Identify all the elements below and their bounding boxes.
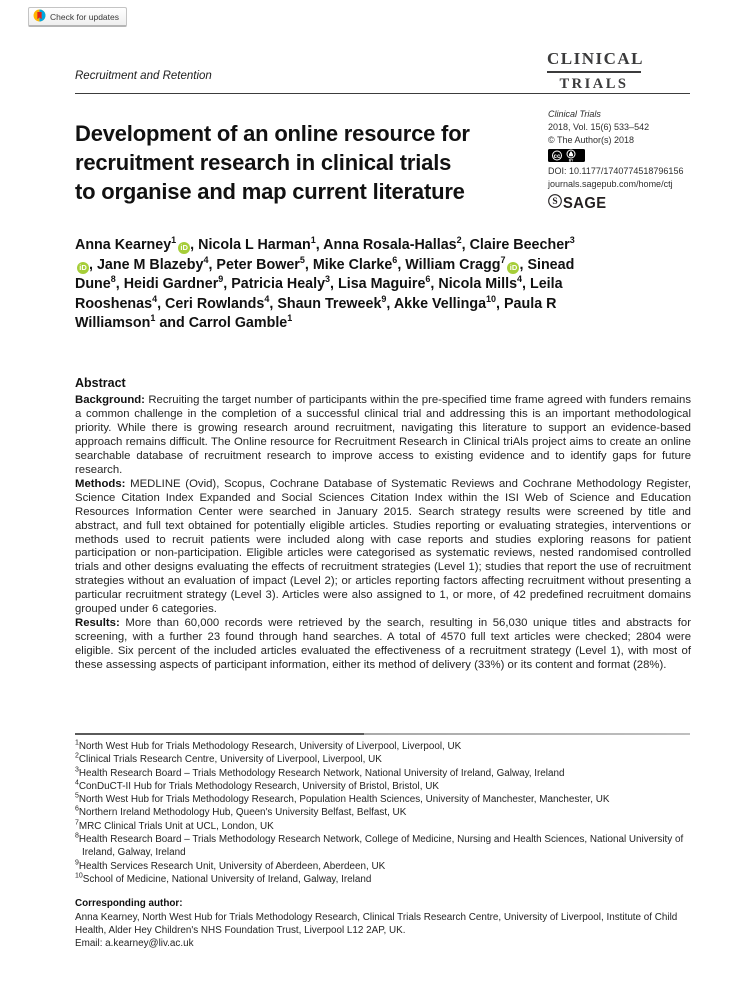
abstract-heading: Abstract [75, 376, 126, 390]
affiliation: $^5$North West Hub for Trials Methodology Research, Population Health Sciences, University of Manchester, Manchester, UK [75, 792, 610, 806]
author-name: Lisa Maguire [338, 276, 426, 292]
footnote-rule [75, 733, 690, 735]
journal-logo-line2: TRIALS [559, 76, 629, 92]
abstract-background-label: Background: [75, 394, 145, 406]
abstract-background [75, 394, 691, 478]
meta-homepage-url: journals.sagepub.com/home/ctj [548, 179, 673, 189]
author-name: Nicola Mills [438, 276, 518, 292]
author-name: Peter Bower [216, 256, 300, 273]
author [231, 276, 330, 292]
affiliation-number: 4 [75, 779, 79, 787]
author-name: Carrol Gamble [188, 315, 288, 331]
affiliation: $^6$Northern Ireland Methodology Hub, Queen's University Belfast, Belfast, UK [75, 806, 407, 819]
author-affiliation-number: 5 [299, 254, 305, 265]
affiliation-number: 1 [75, 739, 79, 747]
author [323, 237, 462, 253]
author-name: Leila Rooshenas [75, 276, 563, 312]
author-name: Paula R Williamson [75, 295, 557, 331]
abstract-results-text: More than 60,000 records were retrieved by the search, resulting in 56,030 unique titles and abstracts for screening, with a further 23 found through hand searches. A total of 4570 full text articles were checked; 2804 were eligible. Six percent of the included articles evaluated the effectiveness of a recruitment strategy (Level 1), with most of these assessing aspects of participant information, either its method of delivery (33%) or its content and format (28%). [75, 617, 691, 672]
author [312, 254, 398, 273]
affiliation: $^9$Health Services Research Unit, University of Aberdeen, Aberdeen, UK [75, 859, 386, 872]
header-rule [75, 93, 690, 94]
corresponding-author-block [75, 897, 691, 950]
author-affiliation-number: 1 [310, 235, 316, 246]
abstract-background-text: Recruiting the target number of participants within the pre-specified time frame agreed with funders remains a common challenge in the completion of a successful clinical trial and addressing this is an important methodological priority. While there is growing research around recruitment, navigating this literature to support an evidence-based approach remains difficult. The Online resource for Recruitment Research in Clinical triAls project aims to create an online searchable database of recruitment research to improve access to existing evidence and to identify gaps for future research. [75, 394, 691, 476]
author [216, 254, 305, 273]
author [338, 276, 430, 292]
running-head: Recruitment and Retention [75, 70, 212, 82]
sage-logo-text: SAGE [563, 194, 607, 212]
svg-text:BY: BY [568, 158, 574, 162]
author-name: Anna Kearney [75, 237, 172, 253]
crossmark-icon [33, 9, 46, 24]
meta-copyright: © The Author(s) 2018 [548, 135, 635, 145]
affiliation: $^1$North West Hub for Trials Methodology Research, University of Liverpool, Liverpool, UK [75, 739, 462, 752]
author-name: Claire Beecher [469, 237, 570, 253]
author-affiliation-number: 1 [171, 235, 177, 246]
author-name: Sinead Dune [75, 256, 575, 292]
author [277, 293, 387, 312]
svg-text:S: S [552, 197, 558, 208]
article-title-line1: Development of an online resource for [75, 121, 470, 146]
author-affiliation-number: 9 [218, 274, 224, 285]
author [189, 315, 293, 331]
author-name: Anna Rosala-Hallas [323, 237, 457, 253]
author-name: Mike Clarke [312, 256, 393, 273]
meta-journal-name: Clinical Trials [548, 109, 601, 119]
author [438, 276, 522, 292]
author-list: Anna Kearney$^1$iD , Nicola L Harman$^1$, Anna Rosala-Hallas$^2$, Claire Beecher$^3$iD , Jane M Blazeby$^4$, Peter Bower$^5$, Mike Clarke$^6$, William Cragg$^7$iD , Sinead Dune$^8$, Heidi Gardner$^9$, Patricia Healy$^3$, Lisa Maguire$^6$, Nicola Mills$^4$, Leila Rooshenas$^4$, Ceri Rowlands$^4$, Shaun Treweek$^9$, Akke Vellinga$^{10}$, Paula R Williamson$^1$ and Carrol Gamble$^1$ [75, 235, 575, 331]
article-title [75, 119, 575, 206]
author-affiliation-number: 4 [203, 254, 209, 265]
footnotes-block [75, 740, 691, 950]
author [198, 237, 316, 253]
abstract-methods-text: MEDLINE (Ovid), Scopus, Cochrane Database of Systematic Reviews and Cochrane Methodology Register, Science Citation Index Expanded and Social Sciences Citation Index within the ISI Web of Science and Education Resources Information Center were searched in January 2015. Search strategy results were screened by title and abstract, and full text obtained for potentially eligible articles. Studies reporting or evaluating strategies, interventions or methods used to recruit patients were included along with case reports and studies exploring reasons for patient participation or non-participation. Eligible articles were categorised as systematic reviews, nested randomised controlled trials and other designs evaluating the effects of recruitment strategies (Level 1); studies that report the use of recruitment strategies without an evaluation of impact (Level 2); or articles reporting factors affecting recruitment without presenting a particular recruitment strategy (Level 3). Articles were also assigned to 1, or more, of 42 predefined recruitment domains grouped under 6 categories. [75, 477, 691, 616]
author [165, 293, 270, 312]
author-affiliation-number: 4 [264, 293, 270, 304]
abstract-results-label: Results: [75, 617, 120, 630]
author [96, 254, 209, 273]
affiliation: $^8$Health Research Board – Trials Methodology Research Network, College of Medicine, Nursing and Health Sciences, National University of Ireland, Galway, Ireland [75, 832, 684, 859]
author-affiliation-number: 8 [110, 274, 116, 285]
affiliation: $^3$Health Research Board – Trials Methodology Research Network, National University of Ireland, Galway, Ireland [75, 766, 565, 779]
abstract-section [75, 376, 691, 673]
author-affiliation-number: 1 [287, 313, 293, 324]
corresponding-author-heading: Corresponding author: [75, 898, 183, 910]
author [124, 276, 224, 292]
meta-citation: 2018, Vol. 15(6) 533–542 [548, 122, 650, 132]
author-name: Shaun Treweek [277, 295, 382, 312]
affiliation: $^7$MRC Clinical Trials Unit at UCL, London, UK [75, 819, 274, 832]
article-title-line2: recruitment research in clinical trials [75, 150, 452, 175]
affiliation-number: 9 [75, 859, 79, 867]
author-name: Ceri Rowlands [165, 295, 265, 312]
affiliation-number: 8 [75, 832, 79, 840]
author [393, 293, 497, 312]
svg-text:cc: cc [553, 153, 561, 160]
check-for-updates-label: Check for updates [50, 11, 119, 22]
corresponding-author-text: Anna Kearney, North West Hub for Trials Methodology Research, Clinical Trials Research Centre, University of Liverpool, Institute of Child Health, Alder Hey Children's NHS Foundation Trust, Liverpool L12 2AP, UK. [75, 911, 678, 936]
author [75, 237, 190, 253]
affiliation-number: 5 [75, 792, 79, 800]
author-affiliation-number: 3 [569, 235, 575, 246]
article-title-line3: to organise and map current literature [75, 179, 465, 204]
author-name: William Cragg [405, 256, 501, 273]
affiliation-number: 7 [75, 819, 79, 827]
author-affiliation-number: 7 [500, 254, 506, 265]
author-affiliation-number: 2 [456, 235, 462, 246]
abstract-results [75, 617, 691, 673]
author-affiliation-number: 4 [517, 274, 523, 285]
author-affiliation-number: 6 [392, 254, 398, 265]
affiliation: $^4$ConDuCT-II Hub for Trials Methodology Research, University of Bristol, Bristol, UK [75, 779, 439, 792]
author-name: Heidi Gardner [123, 276, 219, 292]
author-affiliation-number: 9 [381, 293, 387, 304]
affiliation-number: 6 [75, 806, 79, 814]
orcid-icon[interactable]: iD [507, 262, 519, 274]
meta-doi: DOI: 10.1177/1740774518796156 [548, 166, 684, 176]
affiliation: $^{10}$School of Medicine, National University of Ireland, Galway, Ireland [75, 872, 372, 885]
author-affiliation-number: 1 [150, 313, 156, 324]
orcid-icon[interactable]: iD [178, 242, 190, 254]
journal-logo [547, 49, 645, 93]
affiliation-number: 2 [75, 753, 79, 760]
author-affiliation-number: 3 [325, 274, 331, 285]
corresponding-author-email: Email: a.kearney@liv.ac.uk [75, 938, 194, 950]
author-affiliation-number: 6 [425, 274, 431, 285]
affiliation-number: 3 [75, 766, 79, 774]
author [405, 254, 519, 273]
journal-logo-line1: CLINICAL [547, 49, 641, 73]
author-name: Patricia Healy [231, 276, 326, 292]
abstract-methods-label: Methods: [75, 477, 126, 490]
author-name: Akke Vellinga [393, 295, 487, 312]
author-affiliation-number: 4 [152, 293, 158, 304]
affiliation-number: 10 [75, 872, 83, 880]
check-for-updates-button[interactable] [28, 7, 127, 27]
affiliation: $^2$Clinical Trials Research Centre, University of Liverpool, Liverpool, UK [75, 753, 382, 766]
affiliation-list [75, 740, 691, 886]
author-name: Nicola L Harman [198, 237, 311, 253]
author-name: Jane M Blazeby [96, 256, 204, 273]
abstract-methods [75, 478, 691, 618]
author-affiliation-number: 10 [486, 293, 497, 304]
orcid-icon[interactable]: iD [77, 262, 89, 274]
